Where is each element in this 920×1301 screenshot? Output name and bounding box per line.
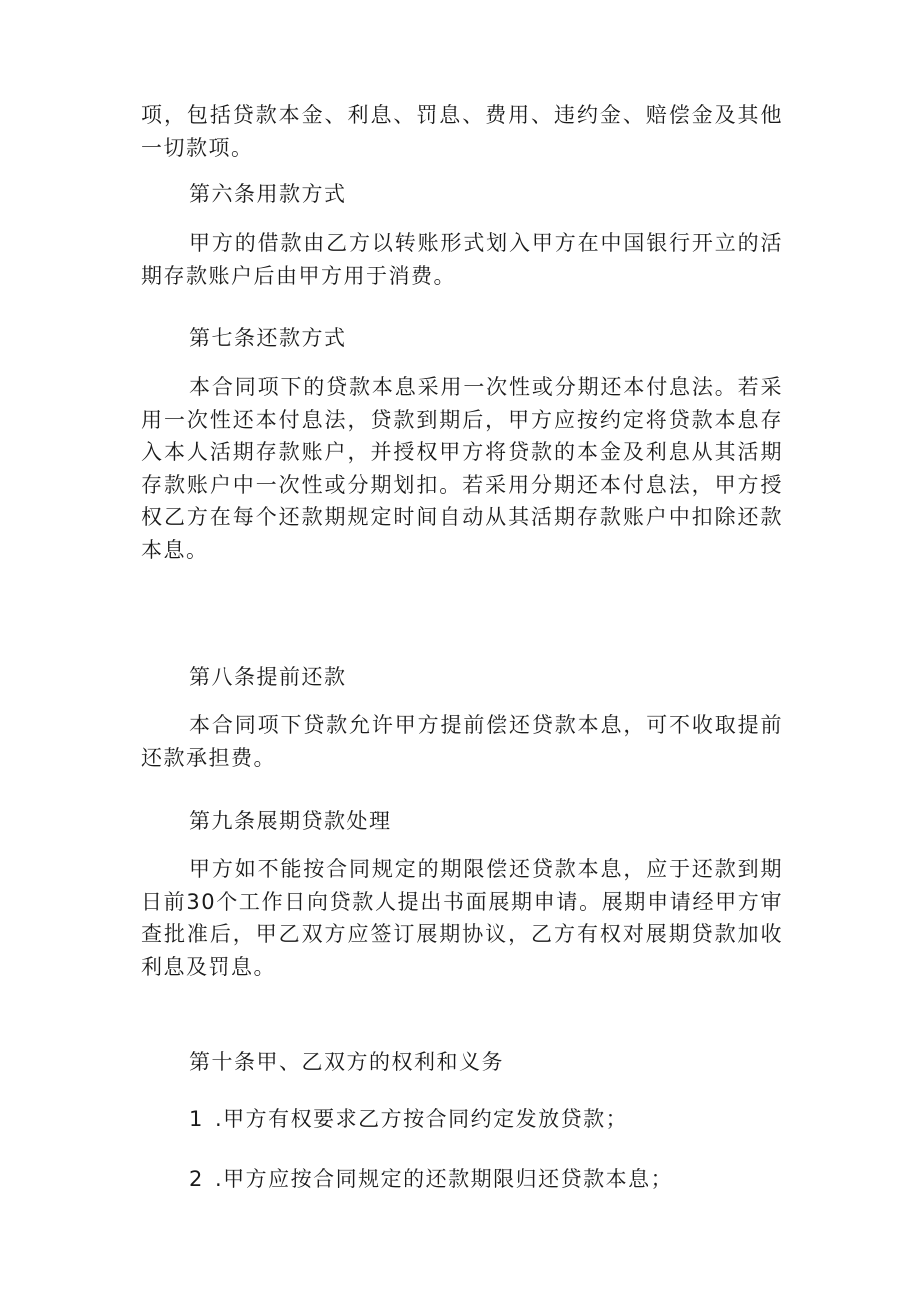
article-7-body: 本合同项下的贷款本息采用一次性或分期还本付息法。若采用一次性还本付息法，贷款到期后，甲方应按约定将贷款本息存入本人活期存款账户，并授权甲方将贷款的本金及利息从其活期存款账户中一次性或分期划扣。若采用分期还本付息法，甲方授权乙方在每个还款期规定时间自动从其活期存款账户中扣除还款本息。 xyxy=(141,375,783,562)
list-item xyxy=(189,1103,628,1136)
article-10-heading: 第十条甲、乙双方的权利和义务 xyxy=(189,1050,504,1074)
paragraph-continued: 项，包括贷款本金、利息、罚息、费用、违约金、赔偿金及其他一切款项。 xyxy=(141,103,783,160)
list-item-text: .甲方有权要求乙方按合同约定发放贷款； xyxy=(215,1107,629,1131)
article-9-body: 甲方如不能按合同规定的期限偿还贷款本息，应于还款到期日前30个工作日向贷款人提出书面展期申请。展期申请经甲方审查批准后，甲乙双方应签订展期协议，乙方有权对展期贷款加收利息及罚息。 xyxy=(141,857,783,979)
article-7-heading: 第七条还款方式 xyxy=(189,326,347,350)
list-item-text: .甲方应按合同规定的还款期限归还贷款本息； xyxy=(215,1167,674,1191)
article-8-heading: 第八条提前还款 xyxy=(189,665,347,689)
article-8-body: 本合同项下贷款允许甲方提前偿还贷款本息，可不收取提前还款承担费。 xyxy=(141,713,783,770)
article-6-heading: 第六条用款方式 xyxy=(189,182,347,206)
article-9-heading: 第九条展期贷款处理 xyxy=(189,809,392,833)
list-item-number: 1 xyxy=(189,1107,204,1131)
list-item xyxy=(189,1163,673,1196)
list-item-number: 2 xyxy=(189,1167,204,1191)
article-6-body: 甲方的借款由乙方以转账形式划入甲方在中国银行开立的活期存款账户后由甲方用于消费。 xyxy=(141,231,783,288)
